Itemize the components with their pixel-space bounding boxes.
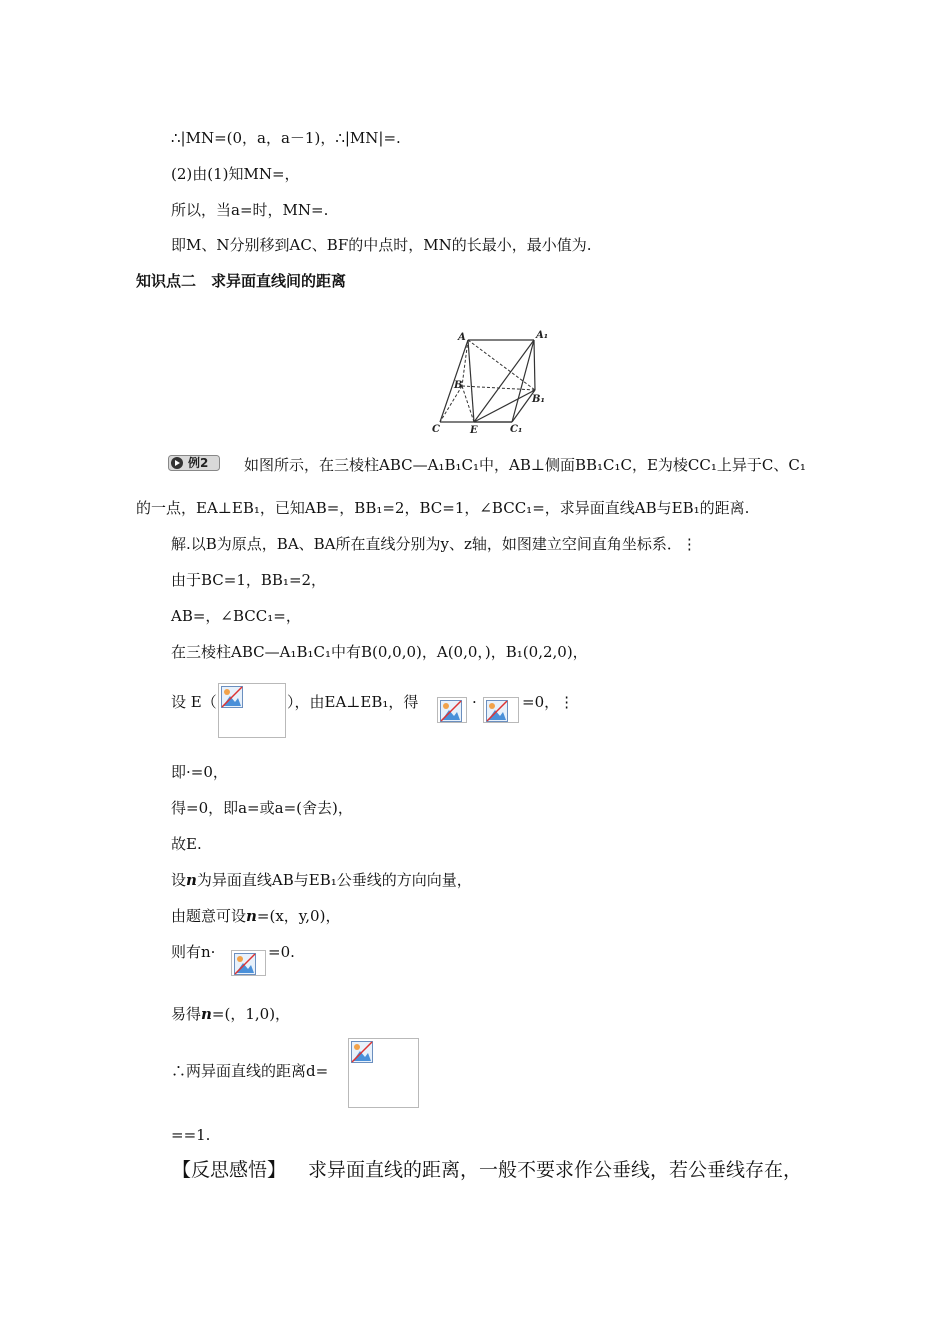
step-3: AB=，∠BCC₁=，	[171, 607, 301, 625]
step-7: 得=0，即a=或a=(舍去)，	[171, 799, 353, 817]
step-1: 解.以B为原点，BA、BA所在直线分别为y、z轴，如图建立空间直角坐标系．⋮	[171, 535, 697, 553]
solution-line-2: (2)由(1)知MN=，	[171, 165, 300, 183]
section-heading: 知识点二 求异面直线间的距离	[136, 272, 347, 290]
solution-line-4: 即M、N分别移到AC、BF的中点时，MN的长最小，最小值为.	[171, 236, 592, 254]
step-14: ==1.	[171, 1126, 211, 1144]
reflection-body: 求异面直线的距离，一般不要求作公垂线，若公垂线存在，	[308, 1159, 803, 1181]
broken-image-icon	[218, 683, 286, 738]
label-E: E	[470, 425, 478, 436]
prism-figure	[428, 326, 558, 440]
step-10	[171, 906, 340, 926]
step-12-c: =(，1,0)，	[211, 1005, 291, 1023]
step-6: 即·=0，	[171, 763, 228, 781]
step-10-a: 由题意可设	[171, 907, 247, 925]
step-4: 在三棱柱ABC—A₁B₁C₁中有B(0,0,0)，A(0,0，)，B₁(0,2,0)，	[171, 643, 588, 661]
step-5-middle: ），由EA⊥EB₁，得	[287, 693, 419, 711]
broken-image-icon	[348, 1038, 419, 1108]
triangular-prism-diagram	[428, 326, 558, 436]
example-badge	[168, 455, 220, 471]
step-12	[171, 1004, 290, 1024]
step-9-a: 设	[171, 871, 187, 889]
example-badge-label: 例2	[188, 456, 209, 470]
step-13: ∴两异面直线的距离d=	[171, 1062, 329, 1080]
step-10-c: =(x，y,0)，	[256, 907, 341, 925]
step-5-suffix: =0，⋮	[522, 693, 575, 711]
label-B1: B₁	[532, 394, 545, 405]
label-A1: A₁	[536, 330, 549, 341]
step-11-suffix: =0.	[268, 943, 295, 961]
step-5-prefix: 设 E（	[171, 693, 217, 711]
step-9	[171, 870, 472, 890]
vector-n: n	[201, 1005, 212, 1023]
label-C: C	[432, 424, 440, 435]
label-A: A	[458, 332, 466, 343]
reflection-title: 【反思感悟】	[172, 1159, 287, 1181]
solution-line-1: ∴|MN=(0，a，a－1)，∴|MN|=.	[171, 129, 401, 147]
solution-line-3: 所以，当a=时，MN=.	[171, 201, 329, 219]
broken-image-icon	[483, 697, 519, 723]
step-2: 由于BC=1，BB₁=2，	[171, 571, 327, 589]
broken-image-icon	[231, 950, 266, 976]
example-text-a: 如图所示，在三棱柱ABC—A₁B₁C₁中，AB⊥侧面BB₁C₁C，E为棱CC₁上异于C、C₁	[244, 456, 806, 474]
broken-image-icon	[437, 697, 467, 723]
step-8: 故E.	[171, 835, 202, 853]
step-9-c: 为异面直线AB与EB₁公垂线的方向向量，	[196, 871, 472, 889]
label-C1: C₁	[510, 424, 523, 435]
vector-n: n	[186, 871, 197, 889]
step-5-dot: ·	[472, 693, 477, 711]
step-11-prefix: 则有n·	[171, 943, 216, 961]
label-B: B	[454, 380, 463, 391]
vector-n: n	[246, 907, 257, 925]
step-12-a: 易得	[171, 1005, 202, 1023]
example-text-b: 的一点，EA⊥EB₁，已知AB=，BB₁=2，BC=1，∠BCC₁=，求异面直线AB与EB₁的距离.	[136, 499, 750, 517]
